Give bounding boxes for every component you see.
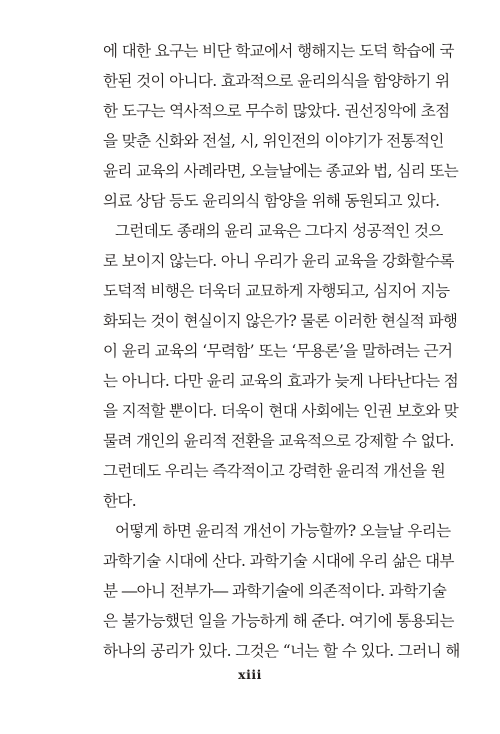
text-line: 물려 개인의 윤리적 전환을 교육적으로 강제할 수 없다. (103, 432, 454, 450)
text-line: 한다. (103, 492, 137, 510)
text-line: 도덕적 비행은 더욱더 교묘하게 자행되고, 심지어 지능 (103, 282, 450, 300)
text-line: 하나의 공리가 있다. 그것은 “너는 할 수 있다. 그러니 해 (103, 642, 460, 660)
paragraph-first-line: 어떻게 하면 윤리적 개선이 가능할까? 오늘날 우리는 (115, 522, 451, 540)
paragraph-first-line: 그런데도 종래의 윤리 교육은 그다지 성공적인 것으 (115, 222, 443, 240)
page-number: xiii (238, 667, 262, 682)
text-line: 윤리 교육의 사례라면, 오늘날에는 종교와 법, 심리 또는 (103, 162, 459, 180)
text-line: 의료 상담 등도 윤리의식 함양을 위해 동원되고 있다. (103, 192, 440, 210)
text-line: 을 맞춘 신화와 전설, 시, 위인전의 이야기가 전통적인 (103, 132, 444, 150)
text-line: 분 ―아니 전부가― 과학기술에 의존적이다. 과학기술 (103, 582, 447, 600)
text-line: 에 대한 요구는 비단 학교에서 행해지는 도덕 학습에 국 (103, 42, 454, 60)
text-line: 은 불가능했던 일을 가능하게 해 준다. 여기에 통용되는 (103, 612, 454, 630)
text-line: 한 도구는 역사적으로 무수히 많았다. 권선징악에 초점 (103, 102, 450, 120)
text-line: 과학기술 시대에 산다. 과학기술 시대에 우리 삶은 대부 (103, 552, 454, 570)
text-line: 을 지적할 뿐이다. 더욱이 현대 사회에는 인권 보호와 맞 (103, 402, 459, 420)
text-line: 이 윤리 교육의 ‘무력함’ 또는 ‘무용론’을 말하려는 근거 (103, 342, 453, 360)
text-line: 는 아니다. 다만 윤리 교육의 효과가 늦게 나타난다는 점 (103, 372, 459, 390)
text-line: 한된 것이 아니다. 효과적으로 윤리의식을 함양하기 위 (103, 72, 450, 90)
text-line: 로 보이지 않는다. 아니 우리가 윤리 교육을 강화할수록 (103, 252, 454, 270)
text-line: 그런데도 우리는 즉각적이고 강력한 윤리적 개선을 원 (103, 462, 446, 480)
text-line: 화되는 것이 현실이지 않은가? 물론 이러한 현실적 파행 (103, 312, 458, 330)
